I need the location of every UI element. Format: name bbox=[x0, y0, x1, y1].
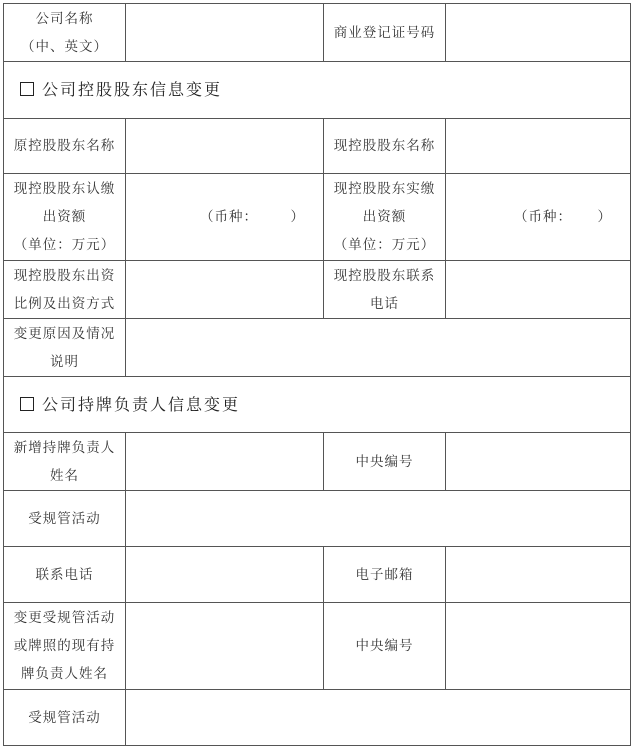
section-responsible-person bbox=[4, 377, 631, 433]
original-shareholder-label: 原控股股东名称 bbox=[4, 119, 126, 174]
existing-person-field[interactable] bbox=[126, 603, 324, 690]
reg-no-field[interactable] bbox=[446, 4, 631, 62]
regulated-activity-field[interactable] bbox=[126, 491, 631, 547]
subscribed-capital-label: 现控股股东认缴 出资额 （单位：万元） bbox=[4, 174, 126, 261]
reg-no-label: 商业登记证号码 bbox=[324, 4, 446, 62]
currency-open-2: （币种： bbox=[514, 209, 572, 225]
regulated-activity-label-2: 受规管活动 bbox=[4, 690, 126, 746]
existing-person-label: 变更受规管活动 或牌照的现有持 牌负责人姓名 bbox=[4, 603, 126, 690]
company-row bbox=[4, 4, 631, 62]
existing-person-row bbox=[4, 603, 631, 690]
section-title-responsible-person: 公司持牌负责人信息变更 bbox=[42, 394, 241, 414]
currency-open: （币种： bbox=[200, 209, 258, 225]
regulated-activity-row-2 bbox=[4, 690, 631, 746]
change-form-table bbox=[3, 3, 631, 746]
new-person-label: 新增持牌负责人 姓名 bbox=[4, 433, 126, 491]
ce-no-label: 中央编号 bbox=[324, 433, 446, 491]
paid-capital-label: 现控股股东实缴 出资额 （单位：万元） bbox=[324, 174, 446, 261]
shareholder-name-row bbox=[4, 119, 631, 174]
new-person-field[interactable] bbox=[126, 433, 324, 491]
new-person-row bbox=[4, 433, 631, 491]
email-field[interactable] bbox=[446, 547, 631, 603]
current-shareholder-field[interactable] bbox=[446, 119, 631, 174]
phone-label: 联系电话 bbox=[4, 547, 126, 603]
ratio-label: 现控股股东出资 比例及出资方式 bbox=[4, 261, 126, 319]
shareholder-phone-label: 现控股股东联系 电话 bbox=[324, 261, 446, 319]
original-shareholder-field[interactable] bbox=[126, 119, 324, 174]
company-name-field[interactable] bbox=[126, 4, 324, 62]
current-shareholder-label: 现控股股东名称 bbox=[324, 119, 446, 174]
regulated-activity-field-2[interactable] bbox=[126, 690, 631, 746]
contact-row bbox=[4, 547, 631, 603]
paid-capital-field[interactable] bbox=[446, 174, 631, 261]
phone-field[interactable] bbox=[126, 547, 324, 603]
ce-no-label-2: 中央编号 bbox=[324, 603, 446, 690]
shareholder-phone-field[interactable] bbox=[446, 261, 631, 319]
capital-row bbox=[4, 174, 631, 261]
ce-no-field[interactable] bbox=[446, 433, 631, 491]
reason-field[interactable] bbox=[126, 319, 631, 377]
regulated-activity-label: 受规管活动 bbox=[4, 491, 126, 547]
company-name-label: 公司名称 （中、英文） bbox=[4, 4, 126, 62]
checkbox-responsible-person[interactable] bbox=[20, 397, 34, 411]
subscribed-capital-field[interactable] bbox=[126, 174, 324, 261]
currency-close: ） bbox=[290, 209, 305, 225]
checkbox-controlling-shareholder[interactable] bbox=[20, 82, 34, 96]
section-controlling-shareholder bbox=[4, 62, 631, 119]
ratio-field[interactable] bbox=[126, 261, 324, 319]
ratio-phone-row bbox=[4, 261, 631, 319]
section-title-controlling-shareholder: 公司控股股东信息变更 bbox=[42, 80, 223, 99]
reason-row bbox=[4, 319, 631, 377]
ce-no-field-2[interactable] bbox=[446, 603, 631, 690]
email-label: 电子邮箱 bbox=[324, 547, 446, 603]
regulated-activity-row bbox=[4, 491, 631, 547]
reason-label: 变更原因及情况 说明 bbox=[4, 319, 126, 377]
currency-close-2: ） bbox=[597, 209, 612, 225]
